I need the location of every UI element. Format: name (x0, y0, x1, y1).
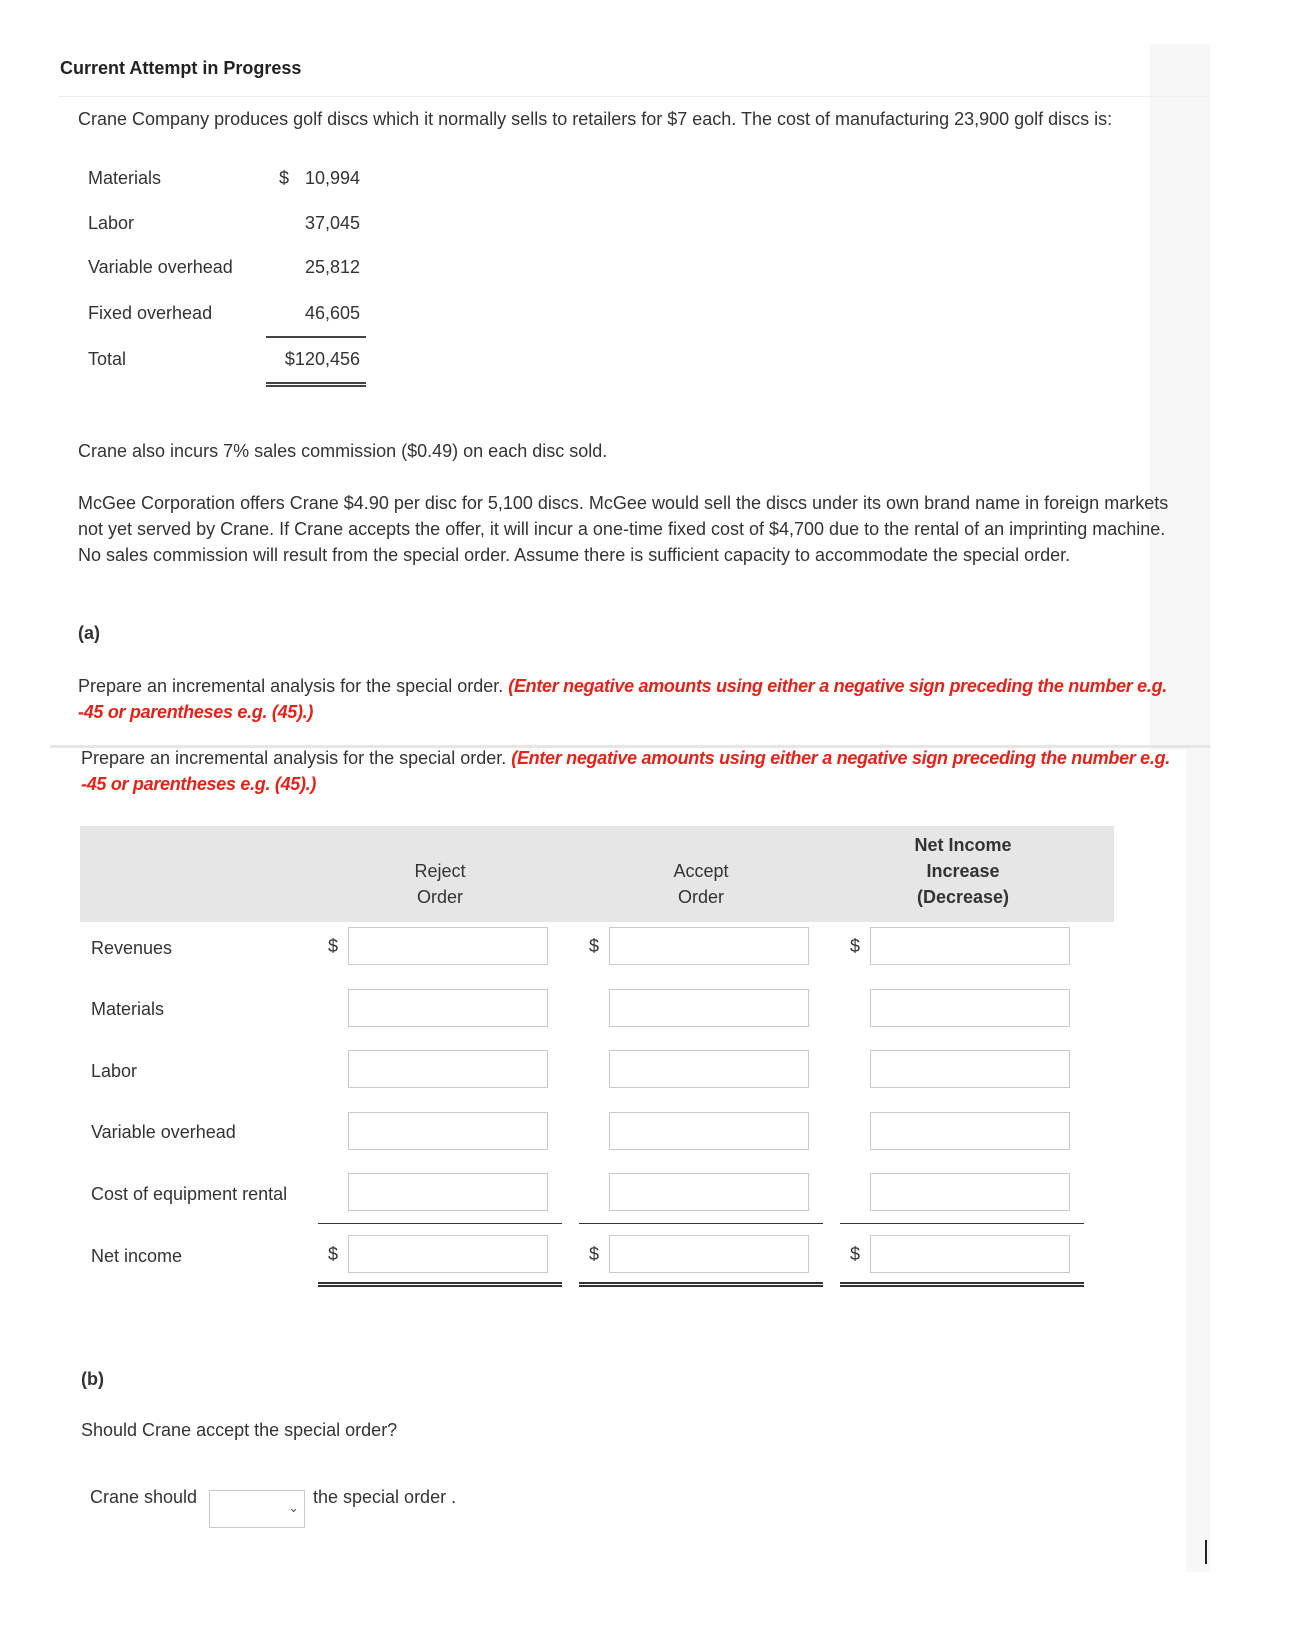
col-header-net-line1: Net Income (914, 835, 1012, 855)
materials-accept-input[interactable] (609, 989, 809, 1027)
revenues-net-input[interactable] (870, 927, 1070, 965)
col-header-reject-line2: Order (416, 887, 463, 907)
cost-value-variable-overhead: 25,812 (304, 257, 360, 277)
revenues-reject-input[interactable] (348, 927, 548, 965)
cost-dollar-sign: $ (279, 168, 290, 188)
col-header-reject (340, 858, 540, 910)
materials-net-input[interactable] (870, 989, 1070, 1027)
net-income-net-input[interactable] (870, 1235, 1070, 1273)
cost-label-variable-overhead: Variable overhead (88, 257, 233, 277)
side-shade-lower (1186, 750, 1210, 1572)
part-a-instruction-bottom (81, 745, 1181, 797)
subtotal-rule-net (840, 1223, 1084, 1224)
revenues-accept-input[interactable] (609, 927, 809, 965)
variable-overhead-reject-input[interactable] (348, 1112, 548, 1150)
net-income-reject-input[interactable] (348, 1235, 548, 1273)
materials-reject-input[interactable] (348, 989, 548, 1027)
equipment-rental-accept-input[interactable] (609, 1173, 809, 1211)
cost-label-fixed-overhead: Fixed overhead (88, 303, 213, 323)
col-header-accept-line2: Order (677, 887, 724, 907)
variable-overhead-accept-input[interactable] (609, 1112, 809, 1150)
dollar-sign: $ (328, 1244, 339, 1264)
part-a-label: (a) (78, 623, 100, 643)
row-label-equipment-rental: Cost of equipment rental (91, 1184, 288, 1204)
row-label-variable-overhead: Variable overhead (91, 1122, 236, 1142)
part-a-instruction-top (78, 673, 1188, 725)
total-double-rule-reject (318, 1282, 562, 1287)
row-label-revenues: Revenues (91, 938, 173, 958)
cost-value-materials: 10,994 (304, 168, 360, 188)
row-label-labor: Labor (91, 1061, 138, 1081)
part-a-instruction-note: (Enter negative amounts using either a negative sign preceding the number e.g. -45 or parentheses e.g. (45).) (78, 676, 1167, 722)
cost-subtotal-rule (266, 336, 366, 338)
subtotal-rule-accept (579, 1223, 823, 1224)
equipment-rental-reject-input[interactable] (348, 1173, 548, 1211)
col-header-reject-line1: Reject (414, 861, 466, 881)
labor-reject-input[interactable] (348, 1050, 548, 1088)
cost-value-labor: 37,045 (304, 213, 360, 233)
row-label-materials: Materials (91, 999, 165, 1019)
part-b-label: (b) (81, 1369, 104, 1389)
cost-value-total: $120,456 (284, 349, 360, 369)
cost-label-labor: Labor (88, 213, 135, 233)
total-double-rule-net (840, 1282, 1084, 1287)
equipment-rental-net-input[interactable] (870, 1173, 1070, 1211)
dollar-sign: $ (328, 936, 339, 956)
offer-text: McGee Corporation offers Crane $4.90 per disc for 5,100 discs. McGee would sell the discs under its own brand name in foreign markets not yet served by Crane. If Crane accepts the offer, it will incur a one-time fixed cost of $4,700 due to the rental of an imprinting machine. No sales commission will result from the special order. Assume there is sufficient capacity to accommodate the special order. (78, 493, 1169, 565)
part-b-question: Should Crane accept the special order? (81, 1420, 398, 1440)
cost-label-total: Total (88, 349, 127, 369)
total-double-rule-accept (579, 1282, 823, 1287)
col-header-net-line2: Increase (926, 861, 1000, 881)
part-a-instruction-note-2: (Enter negative amounts using either a negative sign preceding the number e.g. -45 or parentheses e.g. (45).) (81, 748, 1170, 794)
col-header-accept-line1: Accept (673, 861, 729, 881)
dollar-sign: $ (589, 936, 600, 956)
cost-value-fixed-overhead: 46,605 (304, 303, 360, 323)
side-shade (1150, 44, 1210, 750)
col-header-net-income (863, 832, 1063, 910)
dollar-sign: $ (589, 1244, 600, 1264)
part-b-sentence-prefix: Crane should (90, 1487, 198, 1507)
subtotal-rule-reject (318, 1223, 562, 1224)
cost-total-double-rule (266, 382, 366, 387)
part-a-instruction-text: Prepare an incremental analysis for the special order. (78, 676, 504, 696)
text-cursor (1205, 1540, 1207, 1564)
accept-reject-select[interactable] (209, 1490, 305, 1528)
part-b-sentence-suffix: the special order . (313, 1487, 457, 1507)
col-header-accept (601, 858, 801, 910)
attempt-title: Current Attempt in Progress (60, 58, 302, 78)
variable-overhead-net-input[interactable] (870, 1112, 1070, 1150)
row-label-net-income: Net income (91, 1246, 183, 1266)
col-header-net-line3: (Decrease) (916, 887, 1010, 907)
problem-text: Crane Company produces golf discs which it normally sells to retailers for $7 each. The cost of manufacturing 23,900 golf discs is: (78, 109, 1113, 129)
header-divider (58, 96, 1208, 97)
labor-accept-input[interactable] (609, 1050, 809, 1088)
dollar-sign: $ (850, 1244, 861, 1264)
labor-net-input[interactable] (870, 1050, 1070, 1088)
cost-label-materials: Materials (88, 168, 162, 188)
net-income-accept-input[interactable] (609, 1235, 809, 1273)
dollar-sign: $ (850, 936, 861, 956)
part-a-instruction-text-2: Prepare an incremental analysis for the special order. (81, 748, 507, 768)
commission-text: Crane also incurs 7% sales commission ($0.49) on each disc sold. (78, 441, 608, 461)
chevron-down-icon: ⌄ (288, 1500, 299, 1515)
